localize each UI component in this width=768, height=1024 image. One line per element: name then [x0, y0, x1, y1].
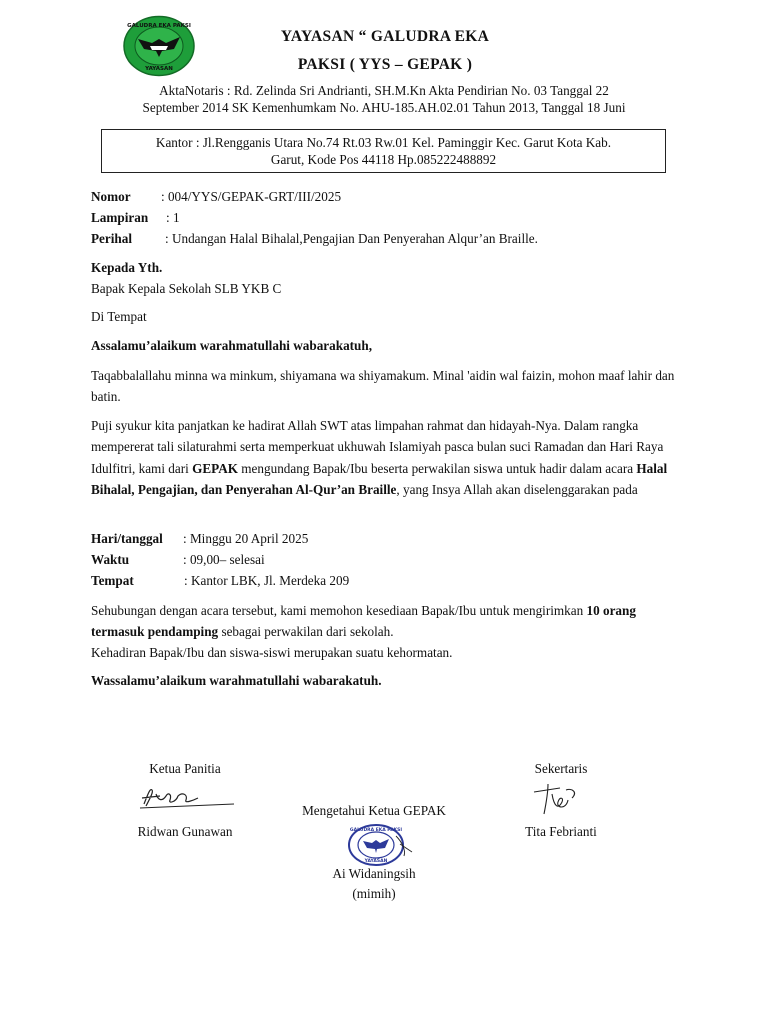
- nomor-row: [91, 189, 341, 205]
- svg-text:YAYASAN: YAYASAN: [145, 66, 173, 72]
- svg-text:GALUDRA EKA PAKSI: GALUDRA EKA PAKSI: [127, 23, 191, 29]
- tempat-row: [91, 573, 349, 589]
- right-signer-title: Sekertaris: [534, 761, 588, 776]
- hari-label: Hari/tanggal: [91, 531, 163, 546]
- invitation-text-3: , yang Insya Allah akan diselenggarakan pada: [396, 481, 638, 497]
- invitation-text-2: mengundang Bapak/Ibu beserta perwakilan siswa untuk hadir dalam acara: [238, 460, 637, 476]
- perihal-value: : Undangan Halal Bihalal,Pengajian Dan Penyerahan Alqur’an Braille.: [165, 231, 538, 246]
- closing-salam: Wassalamu’alaikum warahmatullahi wabarakatuh.: [91, 673, 382, 688]
- right-signature: [532, 780, 586, 825]
- request-text-2: sebagai perwakilan dari sekolah.: [218, 624, 394, 640]
- left-signer-title: Ketua Panitia: [149, 761, 221, 776]
- perihal-row: [91, 231, 538, 247]
- request-text-1: Sehubungan dengan acara tersebut, kami memohon kesediaan Bapak/Ibu untuk mengirimkan: [91, 603, 587, 618]
- svg-text:YAYASAN: YAYASAN: [364, 859, 388, 864]
- lampiran-value: : 1: [166, 210, 180, 225]
- invitation-org-name: GEPAK: [192, 460, 238, 476]
- paragraph-request: [91, 600, 681, 643]
- request-count: 10 orang termasuk pendamping: [91, 603, 636, 640]
- kepada-label: Kepada Yth.: [91, 260, 163, 275]
- notaris-line1: AktaNotaris : Rd. Zelinda Sri Andrianti, SH.M.Kn Akta Pendirian No. 03 Tanggal 22: [159, 83, 609, 98]
- hari-row: [91, 531, 308, 547]
- tempat-value: : Kantor LBK, Jl. Merdeka 209: [184, 573, 350, 588]
- center-signer-alias: (mimih): [352, 886, 396, 901]
- invitation-text-1: Puji syukur kita panjatkan ke hadirat Allah SWT atas limpahan rahmat dan hidayah-Nya. Dalam rangka mempererat tali silaturahmi serta memperkuat ukhuwah Islamiyah pasca bulan suci Ramadan dan Hari Raya Idulfitri, kami dari: [91, 418, 664, 476]
- paragraph-greeting: Taqabbalallahu minna wa minkum, shiyamana wa shiyamakum. Minal 'aidin wal faizin, mohon maaf lahir dan batin.: [91, 368, 675, 405]
- right-signer-name: Tita Febrianti: [525, 824, 597, 839]
- recipient-place: Di Tempat: [91, 309, 147, 324]
- notaris-line2: September 2014 SK Kemenhumkam No. AHU-185.AH.02.01 Tahun 2013, Tanggal 18 Juni: [142, 100, 626, 115]
- office-address-line2: Garut, Kode Pos 44118 Hp.085222488892: [270, 152, 497, 167]
- left-signer-name: Ridwan Gunawan: [137, 824, 233, 839]
- office-address-box: [101, 129, 666, 173]
- notaris-info: [98, 82, 670, 116]
- perihal-label: Perihal: [91, 231, 133, 246]
- organization-logo: [122, 15, 196, 77]
- waktu-row: [91, 552, 265, 568]
- left-signature: [138, 784, 238, 817]
- tempat-label: Tempat: [91, 573, 134, 588]
- nomor-value: : 004/YYS/GEPAK-GRT/III/2025: [161, 189, 342, 204]
- opening-salam: Assalamu’alaikum warahmatullahi wabarakatuh,: [91, 338, 373, 353]
- invitation-event-name: Halal Bihalal, Pengajian, dan Penyerahan Al-Qur’an Braille: [91, 460, 668, 497]
- paragraph-honor: Kehadiran Bapak/Ibu dan siswa-siswi merupakan suatu kehormatan.: [91, 645, 453, 660]
- nomor-label: Nomor: [91, 189, 131, 204]
- hari-value: : Minggu 20 April 2025: [183, 531, 309, 546]
- center-signer-title: Mengetahui Ketua GEPAK: [302, 803, 446, 818]
- center-signer-name: Ai Widaningsih: [332, 866, 416, 881]
- svg-text:GALUDRA EKA PAKSI: GALUDRA EKA PAKSI: [349, 828, 403, 833]
- recipient-name: Bapak Kepala Sekolah SLB YKB C: [91, 281, 282, 296]
- waktu-value: : 09,00– selesai: [183, 552, 265, 567]
- lampiran-label: Lampiran: [91, 210, 149, 225]
- org-title-line2: PAKSI ( YYS – GEPAK ): [297, 56, 473, 73]
- lampiran-row: [91, 210, 180, 226]
- waktu-label: Waktu: [91, 552, 130, 567]
- paragraph-invitation: [91, 415, 681, 500]
- office-address-line1: Kantor : Jl.Rengganis Utara No.74 Rt.03 Rw.01 Kel. Paminggir Kec. Garut Kota Kab.: [155, 135, 612, 150]
- org-title-line1: YAYASAN “ GALUDRA EKA: [280, 28, 490, 45]
